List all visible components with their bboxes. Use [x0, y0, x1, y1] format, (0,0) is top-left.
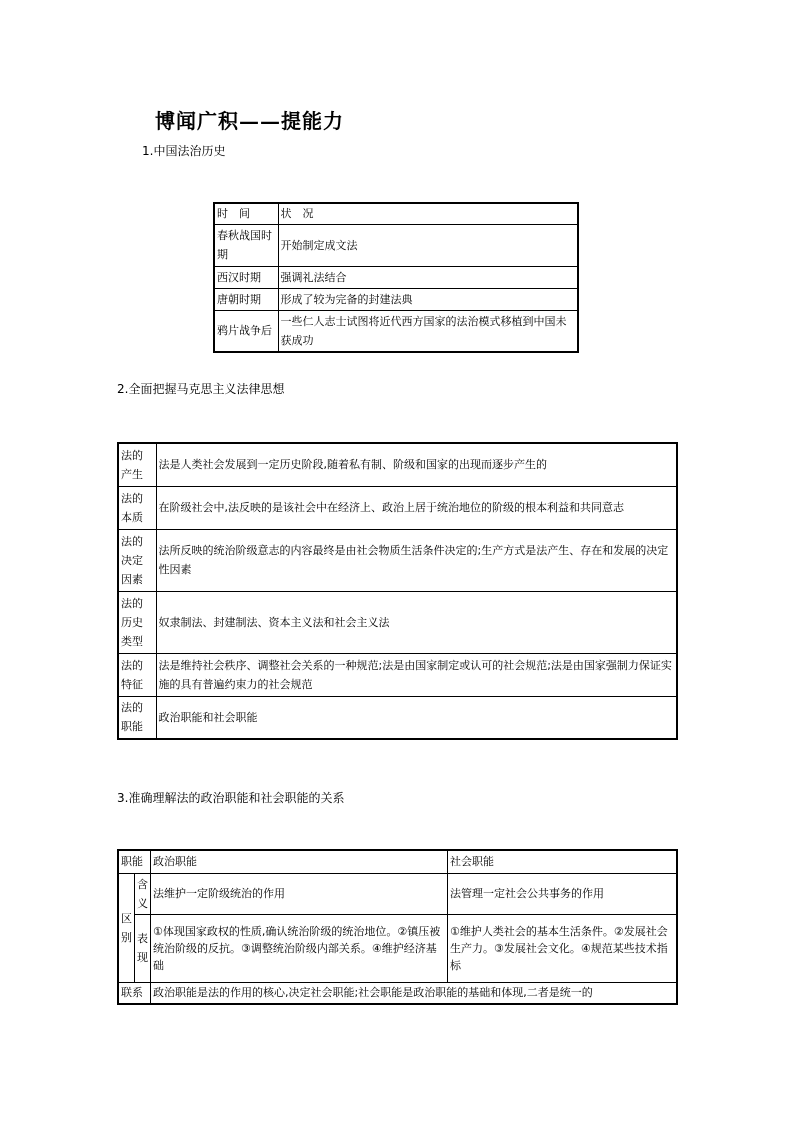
social-content: ①维护人类社会的基本生活条件。②发展社会生产力。③发展社会文化。④规范某些技术指标: [448, 914, 678, 982]
social-content: 法管理一定社会公共事务的作用: [448, 873, 678, 914]
row-label: 法的历史类型: [118, 591, 156, 653]
political-content: 法维护一定阶级统治的作用: [151, 873, 448, 914]
row-label: 法的决定因素: [118, 529, 156, 591]
table-row: [118, 529, 677, 591]
sub-label: 含义: [135, 873, 151, 914]
table-row: [214, 288, 578, 310]
header-status: 状 况: [278, 203, 578, 224]
header-social: 社会职能: [448, 850, 678, 873]
section1-heading: 1.中国法治历史: [142, 144, 226, 158]
table-row: [214, 224, 578, 266]
row-time: 春秋战国时期: [214, 224, 278, 266]
table-row: [214, 266, 578, 288]
political-content: ①体现国家政权的性质,确认统治阶级的统治地位。②镇压被统治阶级的反抗。③调整统治阶级内部关系。④维护经济基础: [151, 914, 448, 982]
row-status: 强调礼法结合: [278, 266, 578, 288]
row-content: 法所反映的统治阶级意志的内容最终是由社会物质生活条件决定的;生产方式是法产生、存在和发展的决定性因素: [156, 529, 677, 591]
section3-heading: 3.准确理解法的政治职能和社会职能的关系: [117, 791, 345, 805]
header-function: 职能: [118, 850, 151, 873]
table-row: [118, 486, 677, 529]
row-content: 奴隶制法、封建制法、资本主义法和社会主义法: [156, 591, 677, 653]
section2-heading: 2.全面把握马克思主义法律思想: [117, 382, 285, 396]
header-time: 时 间: [214, 203, 278, 224]
row-time: 鸦片战争后: [214, 310, 278, 352]
table-row: [118, 982, 677, 1004]
table-header-row: [118, 850, 677, 873]
row-label: 法的职能: [118, 696, 156, 739]
row-label: 法的本质: [118, 486, 156, 529]
header-political: 政治职能: [151, 850, 448, 873]
row-content: 在阶级社会中,法反映的是该社会中在经济上、政治上居于统治地位的阶级的根本利益和共同意志: [156, 486, 677, 529]
row-status: 开始制定成文法: [278, 224, 578, 266]
table-row: [118, 914, 677, 982]
table-row: [118, 591, 677, 653]
table-row: [214, 310, 578, 352]
distinction-label: 区别: [118, 873, 135, 982]
row-status: 一些仁人志士试图将近代西方国家的法治模式移植到中国未获成功: [278, 310, 578, 352]
sub-label: 表现: [135, 914, 151, 982]
row-content: 法是人类社会发展到一定历史阶段,随着私有制、阶级和国家的出现而逐步产生的: [156, 443, 677, 486]
row-status: 形成了较为完备的封建法典: [278, 288, 578, 310]
table-row: [118, 696, 677, 739]
connection-content: 政治职能是法的作用的核心,决定社会职能;社会职能是政治职能的基础和体现,二者是统一的: [151, 982, 678, 1004]
row-label: 法的产生: [118, 443, 156, 486]
row-label: 法的特征: [118, 653, 156, 696]
row-content: 法是维持社会秩序、调整社会关系的一种规范;法是由国家制定或认可的社会规范;法是由国家强制力保证实施的具有普遍约束力的社会规范: [156, 653, 677, 696]
law-history-table: [213, 202, 579, 353]
table-row: [118, 873, 677, 914]
law-functions-table: [117, 849, 678, 1005]
row-time: 唐朝时期: [214, 288, 278, 310]
page-title: 博闻广积——提能力: [155, 109, 344, 133]
table-row: [118, 653, 677, 696]
table-header-row: [214, 203, 578, 224]
marxist-law-table: [117, 442, 678, 740]
row-time: 西汉时期: [214, 266, 278, 288]
row-content: 政治职能和社会职能: [156, 696, 677, 739]
connection-label: 联系: [118, 982, 151, 1004]
table-row: [118, 443, 677, 486]
